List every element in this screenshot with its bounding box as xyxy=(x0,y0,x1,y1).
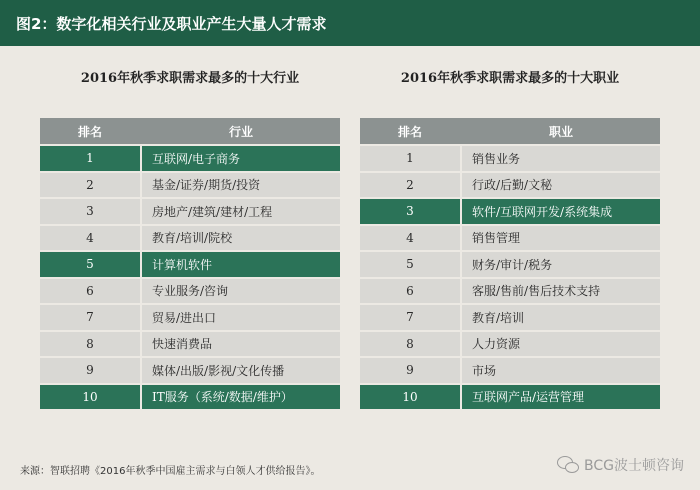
occupation-cell: 销售业务 xyxy=(462,146,660,171)
table-row xyxy=(40,305,340,330)
industry-cell: 计算机软件 xyxy=(142,252,340,277)
rank-cell: 5 xyxy=(360,252,460,277)
rank-cell: 5 xyxy=(40,252,140,277)
watermark xyxy=(557,455,684,475)
table-row xyxy=(360,305,660,330)
industry-cell: 互联网/电子商务 xyxy=(142,146,340,171)
table-row xyxy=(360,332,660,357)
table-row xyxy=(40,385,340,410)
occupation-cell: 教育/培训 xyxy=(462,305,660,330)
rank-cell: 1 xyxy=(40,146,140,171)
industry-cell: 教育/培训/院校 xyxy=(142,226,340,251)
table-row xyxy=(360,279,660,304)
industry-table-header xyxy=(40,118,340,144)
rank-header: 排名 xyxy=(77,124,102,139)
occupation-cell: 人力资源 xyxy=(462,332,660,357)
occupation-cell: 客服/售前/售后技术支持 xyxy=(462,279,660,304)
industry-cell: 快速消费品 xyxy=(142,332,340,357)
rank-cell: 7 xyxy=(360,305,460,330)
occupation-cell: 互联网产品/运营管理 xyxy=(462,385,660,410)
table-row xyxy=(360,385,660,410)
rank-cell: 6 xyxy=(40,279,140,304)
industry-cell: IT服务（系统/数据/维护） xyxy=(142,385,340,410)
rank-cell: 4 xyxy=(360,226,460,251)
rank-cell: 4 xyxy=(40,226,140,251)
rank-header: 排名 xyxy=(397,124,422,139)
table-row xyxy=(360,199,660,224)
industry-cell: 专业服务/咨询 xyxy=(142,279,340,304)
figure-title-bar xyxy=(0,0,700,46)
industry-cell: 媒体/出版/影视/文化传播 xyxy=(142,358,340,383)
rank-cell: 10 xyxy=(360,385,460,410)
rank-cell: 8 xyxy=(40,332,140,357)
industry-header: 行业 xyxy=(228,124,253,139)
occupation-panel xyxy=(360,68,660,409)
rank-cell: 2 xyxy=(40,173,140,198)
rank-cell: 3 xyxy=(40,199,140,224)
occupation-cell: 行政/后勤/文秘 xyxy=(462,173,660,198)
table-row xyxy=(360,358,660,383)
occupation-table-header xyxy=(360,118,660,144)
industry-cell: 基金/证券/期货/投资 xyxy=(142,173,340,198)
occupation-header: 职业 xyxy=(548,124,573,139)
source-note: 来源：智联招聘《2016年秋季中国雇主需求与白领人才供给报告》。 xyxy=(20,466,321,477)
rank-cell: 9 xyxy=(360,358,460,383)
table-row xyxy=(40,358,340,383)
occupation-cell: 软件/互联网开发/系统集成 xyxy=(462,199,660,224)
wechat-icon xyxy=(557,456,579,474)
table-row xyxy=(360,173,660,198)
table-row xyxy=(40,199,340,224)
industry-cell: 贸易/进出口 xyxy=(142,305,340,330)
rank-cell: 7 xyxy=(40,305,140,330)
rank-cell: 1 xyxy=(360,146,460,171)
industry-table-title: 2016年秋季求职需求最多的十大行业 xyxy=(80,71,300,86)
industry-table-body xyxy=(40,146,340,409)
table-row xyxy=(360,252,660,277)
figure-title: 图2：数字化相关行业及职业产生大量人才需求 xyxy=(16,14,327,33)
occupation-cell: 财务/审计/税务 xyxy=(462,252,660,277)
rank-cell: 8 xyxy=(360,332,460,357)
table-row xyxy=(40,226,340,251)
watermark-text: BCG波士顿咨询 xyxy=(584,458,684,474)
rank-cell: 9 xyxy=(40,358,140,383)
table-row xyxy=(360,146,660,171)
industry-cell: 房地产/建筑/建材/工程 xyxy=(142,199,340,224)
occupation-table-body xyxy=(360,146,660,409)
table-row xyxy=(360,226,660,251)
occupation-cell: 销售管理 xyxy=(462,226,660,251)
table-row xyxy=(40,173,340,198)
occupation-table-title: 2016年秋季求职需求最多的十大职业 xyxy=(400,71,620,86)
table-row xyxy=(40,146,340,171)
occupation-cell: 市场 xyxy=(462,358,660,383)
rank-cell: 10 xyxy=(40,385,140,410)
rank-cell: 2 xyxy=(360,173,460,198)
industry-panel xyxy=(40,68,340,409)
table-row xyxy=(40,252,340,277)
rank-cell: 6 xyxy=(360,279,460,304)
table-row xyxy=(40,332,340,357)
table-row xyxy=(40,279,340,304)
rank-cell: 3 xyxy=(360,199,460,224)
